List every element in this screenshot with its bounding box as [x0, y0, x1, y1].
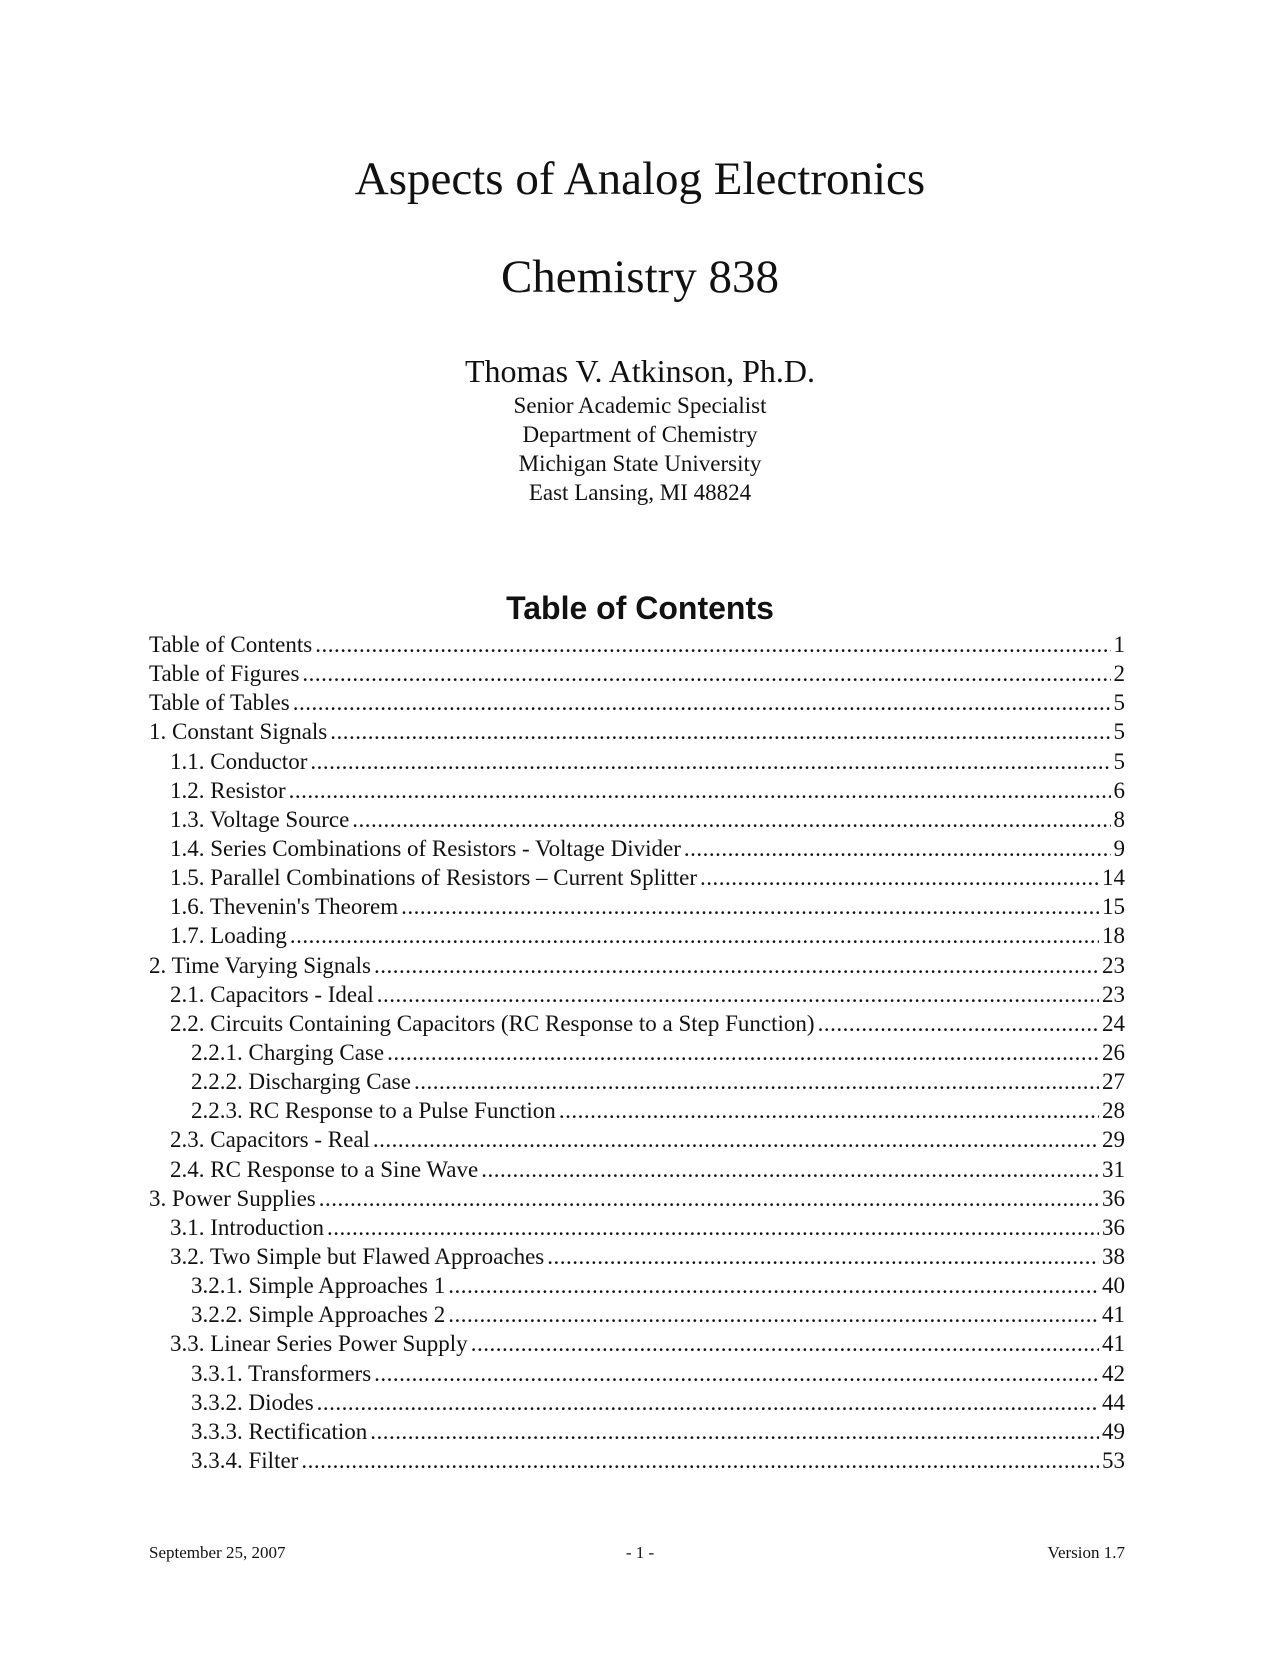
toc-dot-leader: [481, 1155, 1099, 1184]
toc-dot-leader: [471, 1329, 1099, 1358]
author-university: Michigan State University: [518, 451, 762, 476]
toc-entry-label: 3.3. Linear Series Power Supply: [170, 1331, 468, 1357]
toc-entry[interactable]: [149, 980, 1125, 1009]
toc-list: [149, 630, 1125, 1475]
toc-entry[interactable]: [149, 1300, 1125, 1329]
toc-entry-label: Table of Tables: [149, 690, 290, 716]
toc-dot-leader: [559, 1096, 1099, 1125]
toc-entry-label: 3.2.1. Simple Approaches 1: [191, 1273, 446, 1299]
document-title: Aspects of Analog Electronics: [354, 153, 926, 205]
toc-entry-page: 8: [1113, 806, 1125, 832]
toc-dot-leader: [387, 1038, 1099, 1067]
toc-entry-label: 3.2. Two Simple but Flawed Approaches: [170, 1243, 545, 1269]
toc-entry-page: 53: [1102, 1447, 1125, 1473]
toc-entry-page: 44: [1102, 1389, 1125, 1415]
toc-entry[interactable]: [149, 1155, 1125, 1184]
toc-entry-page: 28: [1102, 1098, 1125, 1124]
toc-entry[interactable]: [149, 747, 1125, 776]
toc-dot-leader: [414, 1067, 1099, 1096]
toc-dot-leader: [302, 659, 1110, 688]
toc-entry-page: 23: [1102, 981, 1125, 1007]
toc-dot-leader: [547, 1242, 1099, 1271]
course-title: Chemistry 838: [500, 251, 780, 303]
toc-entry[interactable]: [149, 688, 1125, 717]
toc-entry-page: 24: [1102, 1010, 1125, 1036]
toc-entry[interactable]: [149, 1184, 1125, 1213]
toc-entry-page: 27: [1102, 1069, 1125, 1095]
footer-page-number: - 1 -: [625, 1543, 655, 1562]
toc-entry-label: 1.3. Voltage Source: [170, 806, 350, 832]
toc-entry[interactable]: [149, 863, 1125, 892]
author-block: [0, 351, 1280, 507]
toc-entry[interactable]: [149, 1125, 1125, 1154]
toc-entry-label: 3.3.2. Diodes: [191, 1389, 314, 1415]
toc-entry-page: 26: [1102, 1039, 1125, 1065]
toc-entry-label: 3.1. Introduction: [170, 1214, 324, 1240]
toc-dot-leader: [301, 1446, 1099, 1475]
author-title: Senior Academic Specialist: [513, 393, 767, 418]
toc-entry-page: 36: [1102, 1185, 1125, 1211]
toc-dot-leader: [401, 892, 1099, 921]
toc-entry-label: Table of Contents: [149, 632, 313, 657]
toc-entry-label: 3.2.2. Simple Approaches 2: [191, 1302, 446, 1328]
toc-dot-leader: [327, 1213, 1099, 1242]
toc-dot-leader: [374, 1359, 1099, 1388]
toc-entry-label: 1.6. Thevenin's Theorem: [170, 894, 399, 920]
toc-dot-leader: [373, 1125, 1099, 1154]
toc-entry-label: 2.3. Capacitors - Real: [170, 1127, 370, 1153]
toc-entry[interactable]: [149, 1271, 1125, 1300]
toc-entry[interactable]: [149, 630, 1125, 659]
author-name: Thomas V. Atkinson, Ph.D.: [465, 353, 815, 389]
toc-entry-page: 41: [1102, 1331, 1125, 1357]
toc-dot-leader: [315, 630, 1110, 659]
toc-entry[interactable]: [149, 776, 1125, 805]
toc-entry-label: 2.2. Circuits Containing Capacitors (RC Response to a Step Function): [170, 1010, 815, 1036]
toc-entry-page: 6: [1113, 777, 1125, 803]
toc-entry[interactable]: [149, 659, 1125, 688]
toc-dot-leader: [818, 1009, 1099, 1038]
footer-date: September 25, 2007: [149, 1543, 286, 1562]
toc-dot-leader: [448, 1271, 1099, 1300]
author-department: Department of Chemistry: [522, 422, 758, 447]
toc-entry-page: 38: [1102, 1243, 1125, 1269]
toc-entry-page: 18: [1102, 923, 1125, 949]
toc-entry[interactable]: [149, 1096, 1125, 1125]
toc-dot-leader: [293, 688, 1111, 717]
toc-entry[interactable]: [149, 834, 1125, 863]
toc-entry[interactable]: [149, 1417, 1125, 1446]
toc-entry-label: 1.2. Resistor: [170, 777, 286, 803]
toc-entry-label: 2.2.2. Discharging Case: [191, 1069, 411, 1095]
toc-entry-label: 3.3.3. Rectification: [191, 1418, 368, 1444]
toc-dot-leader: [370, 1417, 1099, 1446]
toc-entry-page: 15: [1102, 894, 1125, 920]
toc-entry[interactable]: [149, 892, 1125, 921]
toc-entry-page: 5: [1113, 690, 1125, 716]
toc-dot-leader: [448, 1300, 1099, 1329]
toc-entry-label: 3. Power Supplies: [149, 1185, 316, 1211]
toc-entry-page: 49: [1102, 1418, 1125, 1444]
toc-entry[interactable]: [149, 1388, 1125, 1417]
toc-entry-label: 1.1. Conductor: [170, 748, 308, 774]
toc-entry-label: Table of Figures: [149, 661, 300, 687]
toc-entry-page: 2: [1113, 661, 1125, 687]
author-address: East Lansing, MI 48824: [528, 480, 752, 505]
toc-entry[interactable]: [149, 1242, 1125, 1271]
toc-entry-page: 5: [1113, 748, 1125, 774]
toc-entry[interactable]: [149, 951, 1125, 980]
toc-entry-label: 1. Constant Signals: [149, 719, 328, 745]
toc-entry[interactable]: [149, 1038, 1125, 1067]
toc-dot-leader: [317, 1388, 1099, 1417]
toc-entry[interactable]: [149, 1329, 1125, 1358]
toc-dot-leader: [352, 805, 1110, 834]
toc-entry-label: 2.1. Capacitors - Ideal: [170, 981, 374, 1007]
toc-entry-page: 42: [1102, 1360, 1125, 1386]
toc-entry-page: 9: [1113, 835, 1125, 861]
toc-entry-page: 31: [1102, 1156, 1125, 1182]
toc-entry-label: 3.3.1. Transformers: [191, 1360, 372, 1386]
toc-entry-page: 5: [1113, 719, 1125, 745]
toc-entry-label: 2.2.1. Charging Case: [191, 1039, 385, 1065]
toc-entry-label: 2.4. RC Response to a Sine Wave: [170, 1156, 479, 1182]
toc-entry-page: 41: [1102, 1302, 1125, 1328]
toc-dot-leader: [700, 863, 1099, 892]
toc-dot-leader: [374, 951, 1099, 980]
toc-entry-page: 36: [1102, 1214, 1125, 1240]
toc-entry[interactable]: [149, 1067, 1125, 1096]
toc-entry-page: 23: [1102, 952, 1125, 978]
toc-entry[interactable]: [149, 1446, 1125, 1475]
toc-entry[interactable]: [149, 717, 1125, 746]
toc-entry-label: 1.7. Loading: [170, 923, 287, 949]
toc-entry-label: 2. Time Varying Signals: [149, 952, 371, 978]
toc-entry-label: 1.4. Series Combinations of Resistors - Voltage Divider: [170, 835, 681, 861]
toc-entry[interactable]: [149, 921, 1125, 950]
toc-entry-page: 29: [1102, 1127, 1125, 1153]
toc-entry-label: 3.3.4. Filter: [191, 1447, 299, 1473]
toc-dot-leader: [289, 776, 1111, 805]
toc-entry[interactable]: [149, 1009, 1125, 1038]
toc-entry-page: 14: [1102, 865, 1125, 891]
toc-heading: Table of Contents: [506, 590, 774, 626]
toc-dot-leader: [377, 980, 1099, 1009]
toc-entry-page: 40: [1102, 1273, 1125, 1299]
toc-entry-label: 1.5. Parallel Combinations of Resistors – Current Splitter: [170, 865, 698, 891]
toc-dot-leader: [290, 921, 1099, 950]
toc-dot-leader: [310, 747, 1110, 776]
toc-dot-leader: [330, 717, 1110, 746]
toc-entry[interactable]: [149, 805, 1125, 834]
toc-entry-label: 2.2.3. RC Response to a Pulse Function: [191, 1098, 556, 1124]
toc-dot-leader: [684, 834, 1111, 863]
toc-entry[interactable]: [149, 1213, 1125, 1242]
footer-version: Version 1.7: [1047, 1543, 1125, 1562]
toc-entry-page: 1: [1113, 632, 1125, 657]
toc-entry[interactable]: [149, 1359, 1125, 1388]
toc-dot-leader: [319, 1184, 1099, 1213]
